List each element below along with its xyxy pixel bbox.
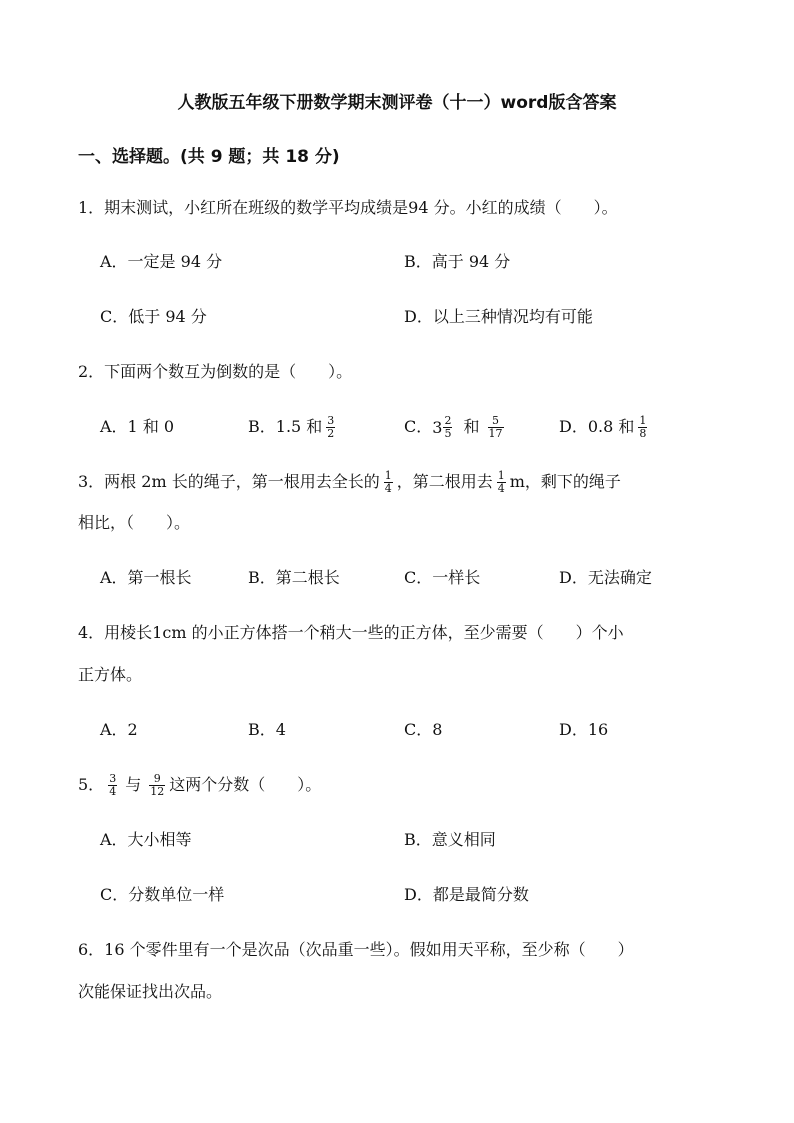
mixed-number: 3 $\frac{2}{5}$ [432,414,452,440]
document-title: 人教版五年级下册数学期末测评卷（十一）word版含答案 [177,93,617,113]
question-1-option-b: B．高于 94 分 [404,252,511,271]
fraction: $\frac{3}{2}$ [327,414,335,440]
option-c-label: C． [404,417,433,436]
fraction: $\frac{1}{8}$ [639,414,647,440]
question-1-option-d: D．以上三种情况均有可能 [404,307,593,326]
question-3-option-c: C．一样长 [404,568,481,587]
question-3-line-2: 相比，（ ）。 [78,513,191,532]
question-4-option-a: A．2 [100,720,138,739]
question-4-line-2: 正方体。 [78,665,143,684]
question-5-option-d: D．都是最简分数 [404,885,529,904]
question-4-option-c: C．8 [404,720,443,739]
question-4-option-d: D．16 [559,720,609,739]
question-3-option-b: B．第二根长 [248,568,340,587]
question-6-line-2: 次能保证找出次品。 [78,982,223,1001]
fraction: $\frac{9}{12}$ [150,772,165,798]
question-5-option-a: A．大小相等 [100,830,192,849]
question-1-text: 1．期末测试，小红所在班级的数学平均成绩是94 分。小红的成绩（ ）。 [78,198,618,217]
question-2-option-c [404,414,508,441]
fraction: $\frac{1}{4}$ [497,469,505,495]
question-4-option-b: B．4 [248,720,286,739]
question-2-option-d [559,414,651,440]
question-6-line-1: 6．16 个零件里有一个是次品（次品重一些）。假如用天平称，至少称（ ） [78,940,634,959]
question-5-option-b: B．意义相同 [404,830,496,849]
question-4-line-1: 4．用棱长1cm 的小正方体搭一个稍大一些的正方体，至少需要（ ）个小 [78,623,624,642]
connector-text: 和 [463,417,480,436]
fraction: $\frac{5}{17}$ [488,414,503,440]
question-2-text: 2．下面两个数互为倒数的是（ ）。 [78,362,353,381]
option-b-label: B．1.5 和 [248,417,323,436]
question-5-option-c: C．分数单位一样 [100,885,225,904]
section-heading: 一、选择题。(共 9 题；共 18 分) [78,147,340,167]
question-3-option-d: D．无法确定 [559,568,652,587]
question-3-line-1: 3．两根 2m 长的绳子，第一根用去全长的 $\frac{1}{4}$ ，第二根用去 $\frac{1}{4}$ m，剩下的绳子 [78,469,621,495]
question-2-option-a: A．1 和 0 [100,417,175,436]
fraction: $\frac{1}{4}$ [384,469,392,495]
question-1-option-a: A．一定是 94 分 [100,252,223,271]
question-2-option-b [248,414,339,440]
question-5-text: 5． $\frac{3}{4}$ 与 $\frac{9}{12}$ 这两个分数（ ）。 [78,772,322,798]
fraction: $\frac{3}{4}$ [109,772,117,798]
question-3-option-a: A．第一根长 [100,568,192,587]
question-1-option-c: C．低于 94 分 [100,307,207,326]
option-d-label: D．0.8 和 [559,417,635,436]
